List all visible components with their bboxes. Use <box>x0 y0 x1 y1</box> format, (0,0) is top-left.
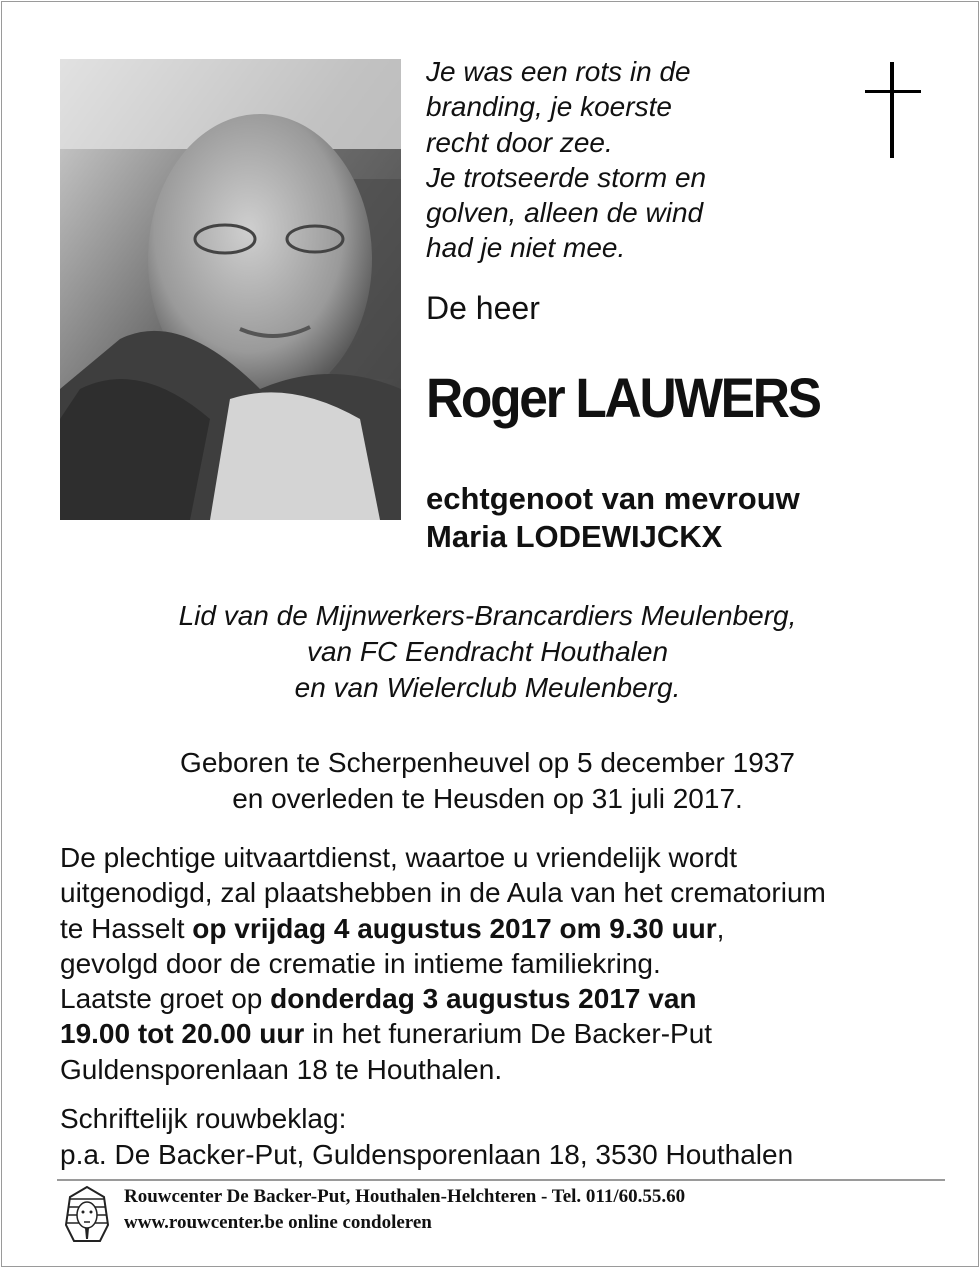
spouse-line: echtgenoot van mevrouw <box>426 481 800 516</box>
membership-line: van FC Eendracht Houthalen <box>306 636 669 667</box>
salutation: De heer <box>426 290 540 326</box>
birth-death-info <box>0 745 975 817</box>
poem <box>426 54 846 266</box>
poem-line: Je trotseerde storm en <box>426 161 707 193</box>
service-date: op vrijdag 4 augustus 2017 om 9.30 uur <box>192 912 717 944</box>
cross-icon <box>865 62 921 158</box>
funeral-home-contact: Rouwcenter De Backer-Put, Houthalen-Helchteren - Tel. 011/60.55.60 <box>124 1186 686 1207</box>
funeral-home-footer <box>124 1184 685 1236</box>
membership-info <box>0 598 975 706</box>
service-line: Laatste groet op donderdag 3 augustus 2017 van <box>60 983 697 1015</box>
portrait-photo <box>60 59 401 520</box>
funeral-home-website: www.rouwcenter.be online condoleren <box>124 1212 432 1233</box>
birth-line: Geboren te Scherpenheuvel op 5 december 1937 <box>180 747 795 778</box>
condolence-address-line: p.a. De Backer-Put, Guldensporenlaan 18, 3530 Houthalen <box>60 1138 794 1170</box>
poem-line: branding, je koerste <box>426 91 672 123</box>
service-line: 19.00 tot 20.00 uur in het funerarium De Backer-Put <box>60 1018 713 1050</box>
poem-line: recht door zee. <box>426 126 613 158</box>
funeral-service-info <box>60 840 826 1087</box>
service-line: Guldensporenlaan 18 te Houthalen. <box>60 1053 503 1085</box>
visitation-time: 19.00 tot 20.00 uur <box>60 1018 305 1050</box>
spouse-name: Maria LODEWIJCKX <box>426 519 723 554</box>
spouse-info <box>426 480 800 556</box>
service-line: De plechtige uitvaartdienst, waartoe u vriendelijk wordt <box>60 842 738 873</box>
condolence-label: Schriftelijk rouwbeklag: <box>60 1103 347 1134</box>
service-line: gevolgd door de crematie in intieme familiekring. <box>60 947 661 979</box>
footer-divider <box>57 1179 945 1181</box>
pharaoh-logo-icon <box>60 1185 114 1243</box>
membership-line: en van Wielerclub Meulenberg. <box>294 672 681 703</box>
service-line: te Hasselt op vrijdag 4 augustus 2017 om 9.30 uur, <box>60 912 725 944</box>
visitation-date: donderdag 3 augustus 2017 van <box>270 983 697 1015</box>
poem-line: Je was een rots in de <box>426 56 691 87</box>
membership-line: Lid van de Mijnwerkers-Brancardiers Meulenberg, <box>178 600 797 631</box>
death-line: en overleden te Heusden op 31 juli 2017. <box>232 783 743 814</box>
poem-line: golven, alleen de wind <box>426 197 704 229</box>
condolence-address <box>60 1101 793 1172</box>
poem-line: had je niet mee. <box>426 232 626 264</box>
deceased-name: Roger LAUWERS <box>426 366 820 429</box>
service-line: uitgenodigd, zal plaatshebben in de Aula van het crematorium <box>60 877 826 909</box>
